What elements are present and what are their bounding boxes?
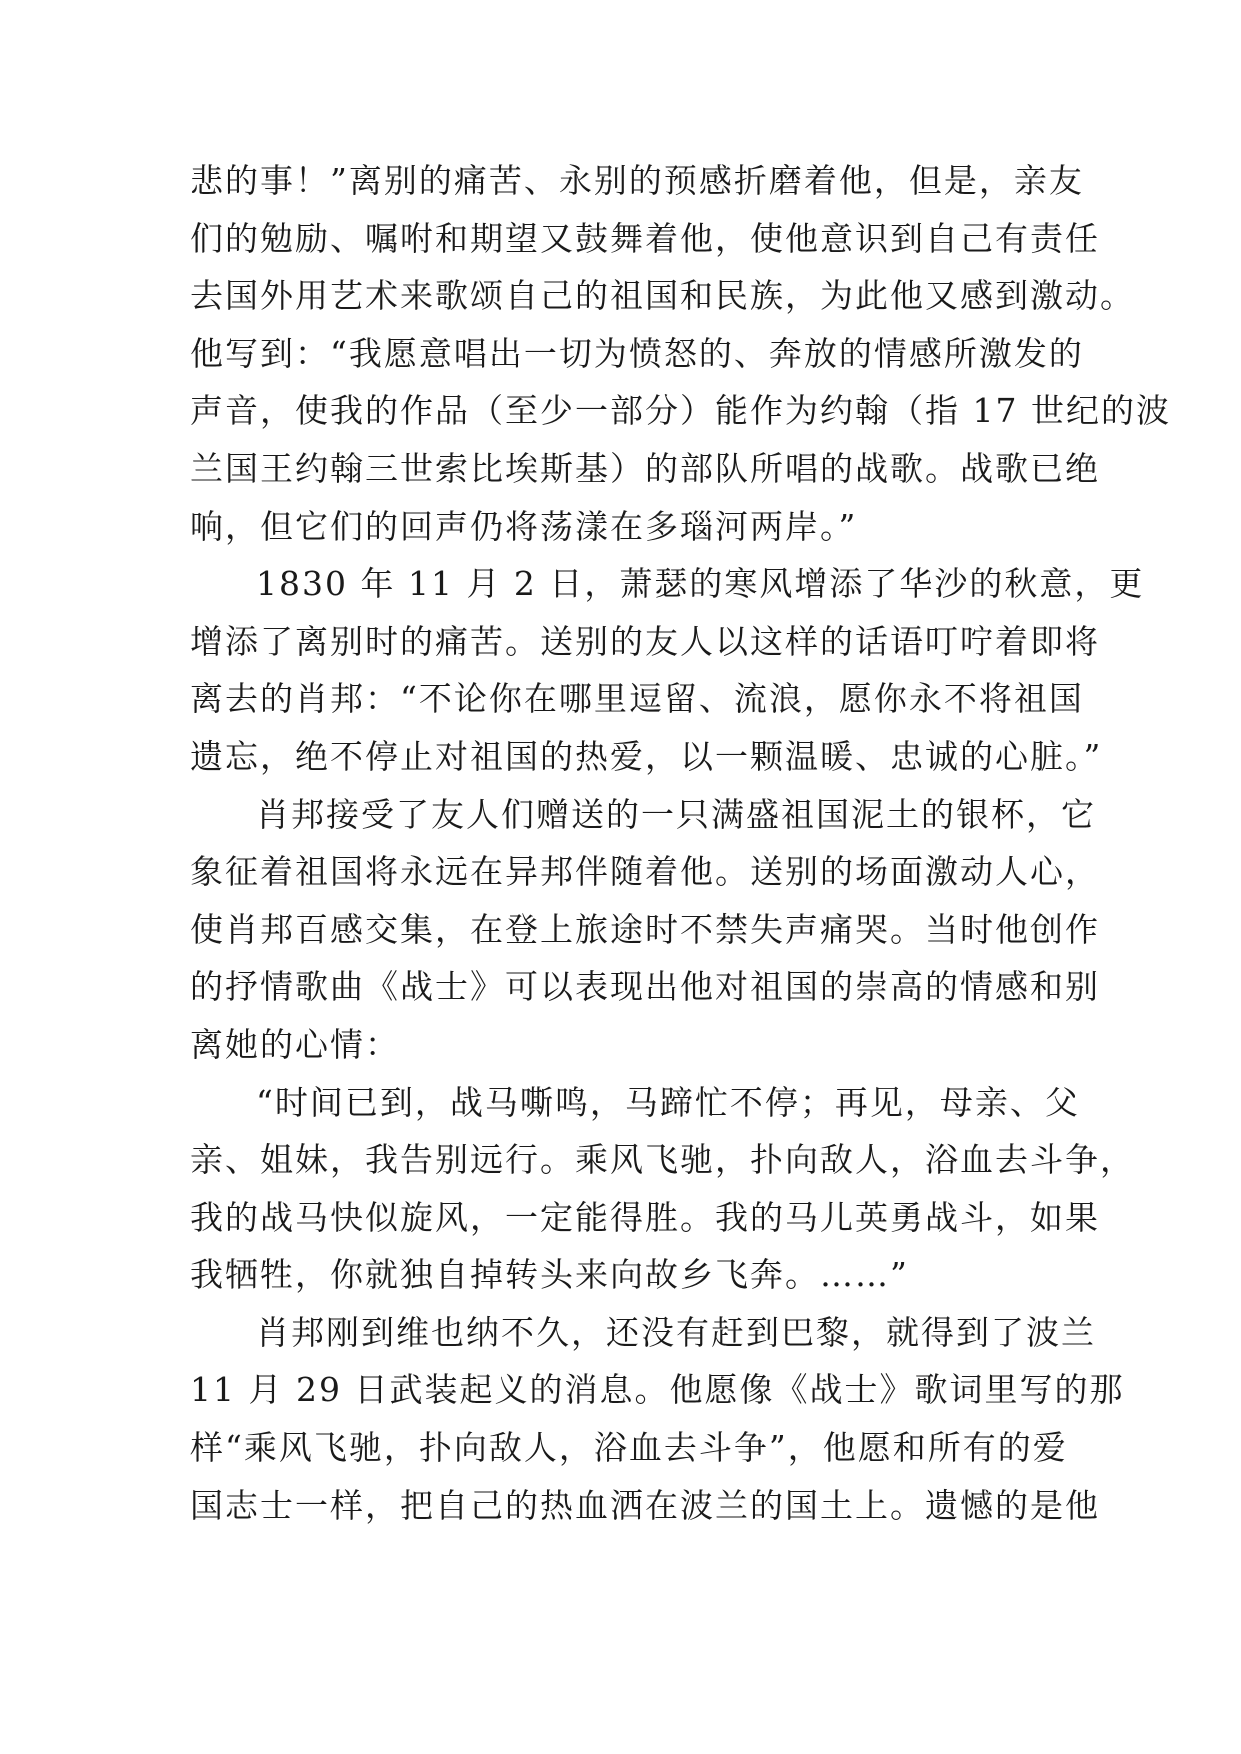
text-line: 们的勉励、嘱咐和期望又鼓舞着他，使他意识到自己有责任	[190, 218, 1100, 258]
text-line: 离去的肖邦：“不论你在哪里逗留、流浪，愿你永不将祖国	[190, 679, 1084, 719]
text-line: 国志士一样，把自己的热血洒在波兰的国土上。遗憾的是他	[190, 1485, 1100, 1525]
body-text	[190, 152, 1171, 1534]
paragraph-start-line: 肖邦刚到维也纳不久，还没有赶到巴黎，就得到了波兰	[256, 1312, 1096, 1352]
text-line: 遗忘，绝不停止对祖国的热爱，以一颗温暖、忠诚的心脏。”	[190, 736, 1103, 776]
paragraph-start-line: 肖邦接受了友人们赠送的一只满盛祖国泥土的银杯，它	[256, 794, 1096, 834]
text-line: 我牺牲，你就独自掉转头来向故乡飞奔。……”	[190, 1255, 909, 1295]
text-line: 声音，使我的作品（至少一部分）能作为约翰（指 17 世纪的波	[190, 391, 1171, 431]
text-line: 离她的心情：	[190, 1024, 400, 1064]
text-line: 亲、姐妹，我告别远行。乘风飞驰，扑向敌人，浴血去斗争，	[190, 1140, 1135, 1180]
text-line: 去国外用艺术来歌颂自己的祖国和民族，为此他又感到激动。	[190, 276, 1135, 316]
text-line: 兰国王约翰三世索比埃斯基）的部队所唱的战歌。战歌已绝	[190, 448, 1100, 488]
text-line: 象征着祖国将永远在异邦伴随着他。送别的场面激动人心，	[190, 852, 1100, 892]
text-line: 响，但它们的回声仍将荡漾在多瑙河两岸。”	[190, 506, 858, 546]
text-line: 的抒情歌曲《战士》可以表现出他对祖国的崇高的情感和别	[190, 967, 1100, 1007]
text-line: 悲的事！”离别的痛苦、永别的预感折磨着他，但是，亲友	[190, 161, 1084, 200]
paragraph-start-line: 1830 年 11 月 2 日，萧瑟的寒风增添了华沙的秋意，更	[256, 564, 1145, 604]
text-line: 11 月 29 日武装起义的消息。他愿像《战士》歌词里写的那	[190, 1370, 1125, 1410]
text-line: 我的战马快似旋风，一定能得胜。我的马儿英勇战斗，如果	[190, 1197, 1100, 1237]
paragraph-start-line: “时间已到，战马嘶鸣，马蹄忙不停；再见，母亲、父	[256, 1082, 1080, 1122]
text-line: 增添了离别时的痛苦。送别的友人以这样的话语叮咛着即将	[190, 621, 1100, 661]
text-line: 使肖邦百感交集，在登上旅途时不禁失声痛哭。当时他创作	[190, 909, 1100, 949]
text-line: 他写到：“我愿意唱出一切为愤怒的、奔放的情感所激发的	[190, 333, 1084, 373]
text-line: 样“乘风飞驰，扑向敌人，浴血去斗争”，他愿和所有的爱	[190, 1428, 1068, 1468]
